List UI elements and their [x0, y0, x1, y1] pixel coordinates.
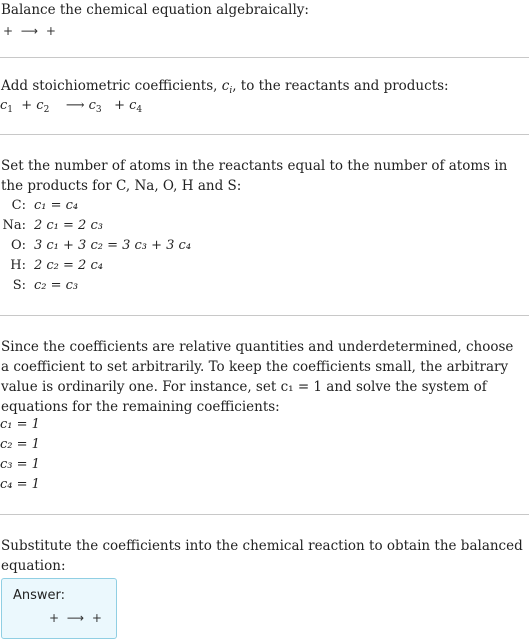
divider — [0, 514, 529, 515]
step1-heading: Balance the chemical equation algebraically: — [1, 2, 309, 18]
step5-heading: Substitute the coefficients into the chemical reaction to obtain the balanced equation: — [1, 538, 523, 574]
solution-line: c₂ = 1 — [0, 437, 40, 452]
step1-equation: + ⟶ + — [3, 24, 56, 38]
step2-coefficients: $c_1 + c_2$ ⟶ $c_3$ + $c_4$ — [0, 98, 143, 115]
divider — [0, 134, 529, 135]
divider — [0, 315, 529, 316]
answer-equation: + ⟶ + — [49, 611, 102, 625]
divider — [0, 57, 529, 58]
solution-line: c₄ = 1 — [0, 477, 40, 492]
answer-box — [1, 578, 117, 639]
step3-heading: Set the number of atoms in the reactants equal to the number of atoms in the products for C, Na, O, H and S: — [1, 158, 508, 194]
step2-heading: Add stoichiometric coefficients, $c_i$, to the reactants and products: — [1, 78, 449, 96]
solution-line: c₁ = 1 — [0, 417, 40, 432]
answer-label: Answer: — [13, 588, 66, 603]
step4-heading: Since the coefficients are relative quantities and underdetermined, choose a coefficient to set arbitrarily. To keep the coefficients small, the arbitrary value is ordinarily one. For instance, set c₁ = 1 and solve the system of equations for the remaining coefficients: — [1, 339, 514, 415]
solution-line: c₃ = 1 — [0, 457, 40, 472]
